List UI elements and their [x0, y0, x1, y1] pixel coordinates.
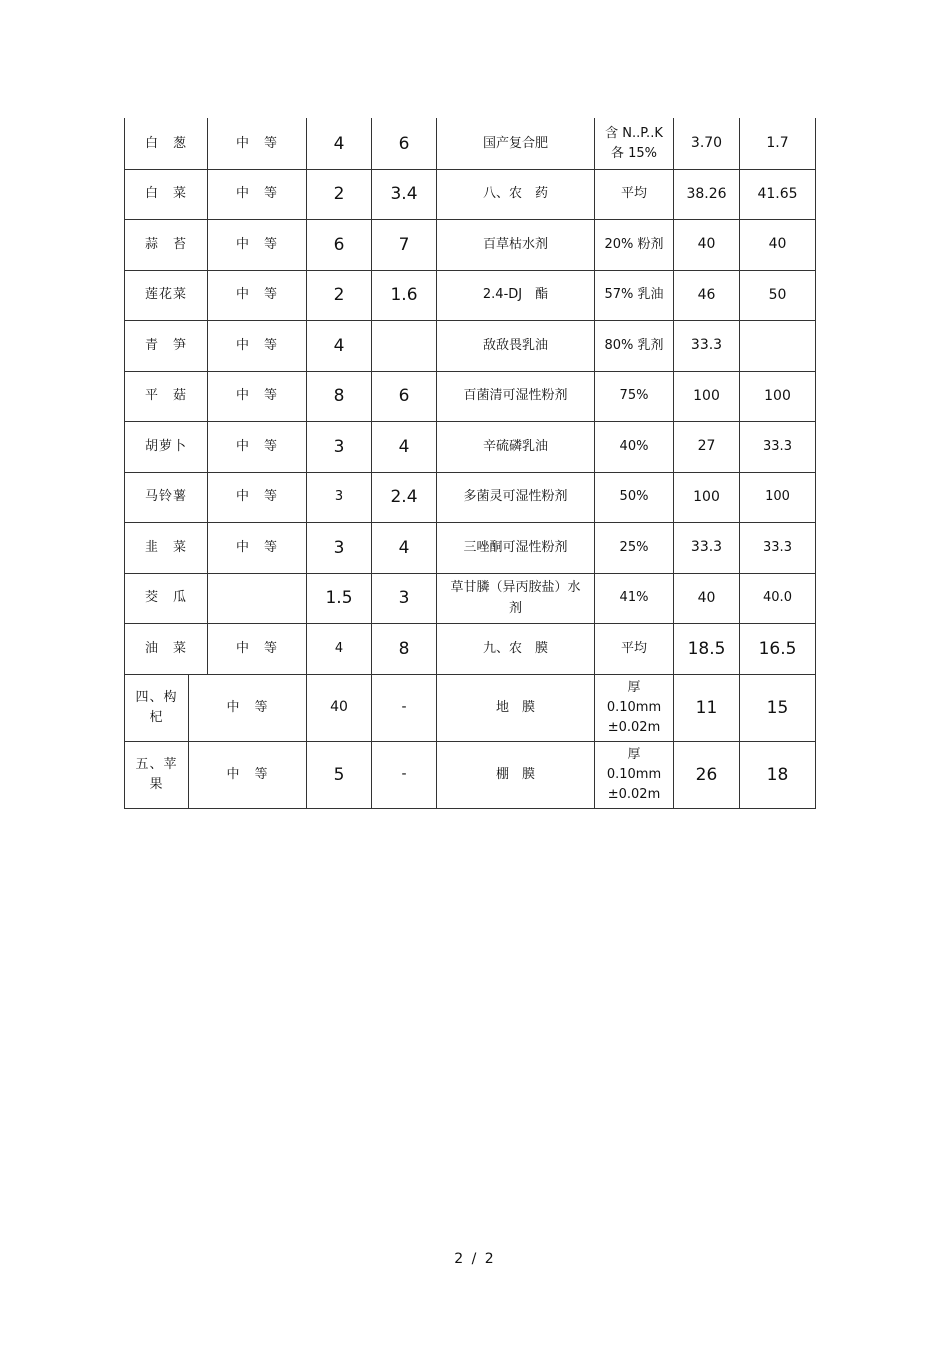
table-cell: 33.3: [763, 438, 792, 454]
table-cell: 多菌灵可湿性粉剂: [463, 489, 568, 505]
table-cell: 100: [765, 489, 790, 505]
table-cell: 白 菜: [144, 186, 187, 202]
table-cell: 18: [766, 764, 789, 785]
table-cell: 6: [398, 386, 410, 407]
table-cell: 国产复合肥: [482, 135, 548, 151]
table-cell: 4: [333, 133, 345, 154]
table-cell: 50%: [619, 489, 649, 505]
table-cell: 8: [333, 386, 345, 407]
table-cell: 三唑酮可湿性粉剂: [463, 539, 568, 555]
table-cell: 100: [764, 387, 791, 404]
table-cell: 41.65: [757, 185, 798, 202]
table-cell: 11: [695, 697, 718, 718]
table-cell: 4: [398, 436, 410, 457]
table-cell: 草甘膦（异丙胺盐）水 剂: [450, 580, 581, 616]
table-cell: 57% 乳油: [604, 287, 664, 303]
table-cell: 胡萝卜: [144, 438, 187, 454]
table-cell: 韭 菜: [144, 539, 187, 555]
table-cell: 白 葱: [144, 135, 187, 151]
table-cell: 中 等: [235, 135, 278, 151]
table-cell: 敌敌畏乳油: [482, 337, 548, 353]
table-cell: 四、构 杞: [135, 689, 178, 725]
table-cell: 20% 粉剂: [604, 236, 664, 252]
table-cell: 五、苹 果: [135, 756, 178, 792]
table-cell: 马铃薯: [144, 489, 187, 505]
table-cell: 辛硫磷乳油: [482, 438, 548, 454]
table-cell: 50: [768, 286, 787, 303]
table-cell: [740, 321, 815, 371]
table-cell: 40: [697, 236, 716, 253]
table-cell: 33.3: [690, 337, 723, 354]
table-cell: 中 等: [235, 186, 278, 202]
table-cell: 40%: [619, 438, 649, 454]
table-cell: 1.7: [766, 135, 789, 152]
table-cell: 油 菜: [144, 640, 187, 656]
table-cell: 中 等: [235, 287, 278, 303]
table-cell: 75%: [619, 388, 649, 404]
table-cell: [208, 574, 306, 623]
table-cell: 2: [333, 184, 345, 205]
table-cell: 40: [768, 236, 787, 253]
table-cell: 中 等: [226, 766, 269, 782]
table-cell: 青 笋: [144, 337, 187, 353]
table-cell: 100: [693, 387, 720, 404]
table-cell: 中 等: [235, 438, 278, 454]
table-cell: 5: [333, 764, 345, 785]
table-cell: 中 等: [226, 699, 269, 715]
table-cell: 38.26: [686, 185, 727, 202]
table-cell: 2: [333, 285, 345, 306]
table-cell: 厚 0.10mm ±0.02m: [606, 746, 662, 803]
table-cell: 46: [697, 286, 716, 303]
table-cell: 中 等: [235, 539, 278, 555]
table-cell: 3.70: [690, 135, 723, 152]
table-cell: 中 等: [235, 337, 278, 353]
table-cell: 3: [398, 588, 410, 609]
table-cell: 33.3: [763, 539, 792, 555]
table-cell: 40: [330, 699, 348, 716]
table-cell: [372, 321, 436, 371]
table-cell: 18.5: [687, 638, 726, 659]
table-cell: -: [401, 766, 407, 783]
table-cell: 4: [398, 537, 410, 558]
table-cell: 棚 膜: [495, 766, 535, 782]
table-cell: -: [401, 699, 407, 716]
table-cell: 百菌清可湿性粉剂: [463, 388, 568, 404]
table-cell: 茭 瓜: [144, 590, 187, 606]
table-cell: 含 N..P..K 各 15%: [605, 125, 663, 161]
table-cell: 16.5: [758, 638, 797, 659]
table-border: [124, 808, 816, 809]
data-table: [124, 118, 816, 809]
table-cell: 八、农 药: [482, 186, 548, 202]
table-cell: 1.6: [390, 285, 418, 306]
table-cell: 25%: [619, 539, 649, 555]
table-cell: 3: [333, 436, 345, 457]
table-cell: 2.4: [390, 487, 418, 508]
table-cell: 九、农 膜: [482, 640, 548, 656]
page-number: 2 / 2: [454, 1251, 496, 1267]
table-cell: 厚 0.10mm ±0.02m: [606, 679, 662, 736]
table-cell: 中 等: [235, 388, 278, 404]
table-cell: 3: [333, 537, 345, 558]
table-cell: 40: [697, 589, 716, 606]
table-cell: 2.4-DJ 酯: [482, 287, 549, 303]
table-cell: 中 等: [235, 640, 278, 656]
table-cell: 平均: [620, 640, 647, 656]
table-cell: 8: [398, 638, 410, 659]
table-cell: 80% 乳剂: [604, 337, 664, 353]
table-cell: 1.5: [325, 588, 353, 609]
table-border: [815, 118, 816, 674]
table-cell: 100: [693, 488, 720, 505]
table-cell: 平均: [620, 186, 647, 202]
table-cell: 蒜 苔: [144, 236, 187, 252]
table-cell: 中 等: [235, 489, 278, 505]
table-cell: 莲花菜: [144, 287, 187, 303]
table-cell: 41%: [619, 590, 649, 606]
table-cell: 7: [398, 234, 410, 255]
table-cell: 地 膜: [495, 699, 535, 715]
table-cell: 3: [334, 489, 344, 505]
table-cell: 3.4: [390, 184, 418, 205]
table-cell: 6: [398, 133, 410, 154]
table-cell: 4: [333, 335, 345, 356]
table-cell: 百草枯水剂: [482, 236, 548, 252]
table-cell: 4: [334, 640, 344, 656]
table-cell: 26: [695, 764, 718, 785]
table-cell: 27: [697, 438, 716, 455]
table-cell: 平 菇: [144, 388, 187, 404]
table-cell: 15: [766, 697, 789, 718]
table-cell: 中 等: [235, 236, 278, 252]
table-cell: 6: [333, 234, 345, 255]
table-cell: 40.0: [763, 590, 792, 606]
table-cell: 33.3: [690, 539, 723, 556]
